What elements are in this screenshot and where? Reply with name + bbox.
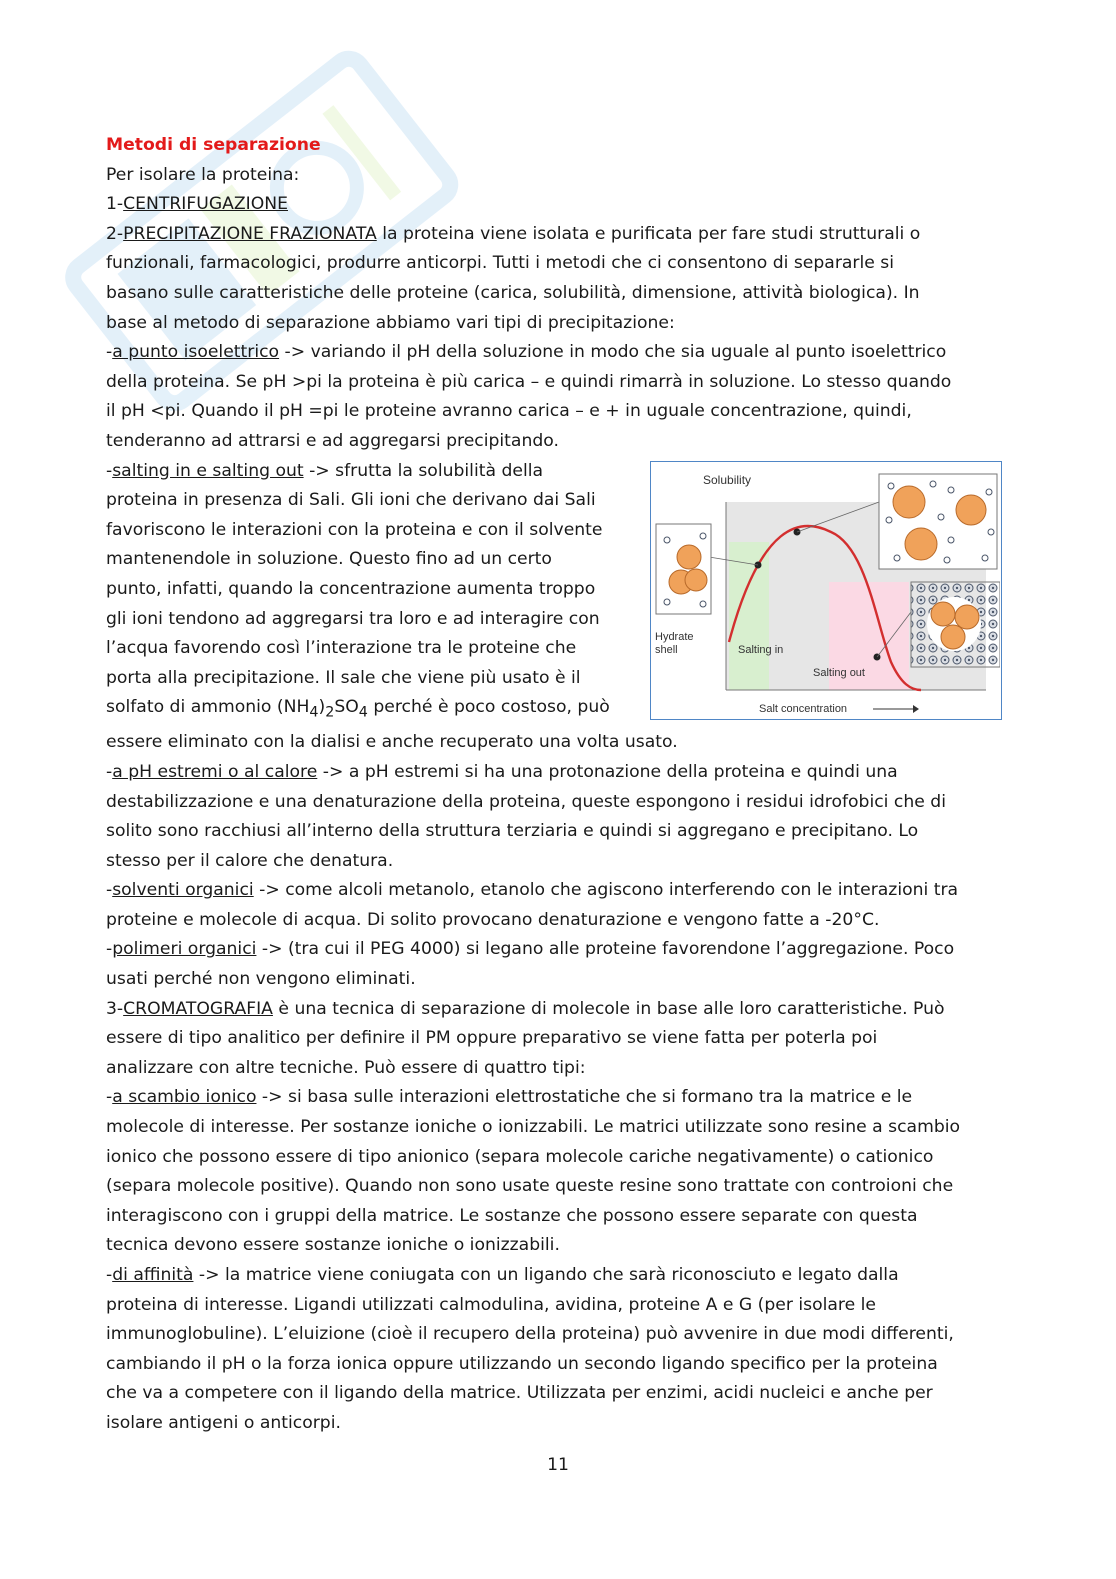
text-line: porta alla precipitazione. Il sale che viene più usato è il: [106, 667, 581, 688]
salting-figure: [650, 461, 1002, 720]
protein-aggregated: [927, 597, 981, 651]
text-line: (separa molecole positive). Quando non sono usate queste resine sono trattate con controioni che: [106, 1176, 954, 1197]
organic-polymers-title: polimeri organici: [112, 939, 257, 960]
text-line: proteine e molecole di acqua. Di solito provocano denaturazione e vengono fatte a -20°C.: [106, 909, 880, 930]
text-line: l’acqua favorendo così l’interazione tra le proteine che: [106, 638, 577, 659]
section-chromatography: 3-CROMATOGRAFIA è una tecnica di separazione di molecole in base alle loro caratteristiche. Può: [106, 998, 945, 1019]
text-line: basano sulle caratteristiche delle proteine (carica, solubilità, dimensione, attività biologica). In: [106, 282, 920, 303]
text-line: il pH <pi. Quando il pH =pi le proteine avranno carica – e + in uguale concentrazione, quindi,: [106, 401, 912, 422]
text-line: funzionali, farmacologici, produrre anticorpi. Tutti i metodi che ci consentono di separarle si: [106, 253, 895, 274]
text-line: destabilizzazione e una denaturazione della proteina, queste espongono i residui idrofobici che di: [106, 791, 946, 812]
organic-solvents-title: solventi organici: [112, 880, 254, 901]
x-axis-arrow-head: [913, 705, 919, 713]
hydrate-label-line1: Hydrate: [655, 631, 694, 643]
text-line-formula: solfato di ammonio $(NH_4)_2SO_4$ perché è poco costoso, può: [106, 697, 610, 721]
text-line: interagiscono con i gruppi della matrice. Le sostanze che possono essere separate con questa: [106, 1205, 918, 1226]
item-ion-exchange: -a scambio ionico -> si basa sulle interazioni elettrostatiche che si formano tra la matrice e le: [106, 1087, 913, 1108]
ion-exchange-title: a scambio ionico: [112, 1087, 257, 1108]
salting-in-label: Salting in: [738, 644, 784, 656]
item-organic-polymers: -polimeri organici -> (tra cui il PEG 4000) si legano alle proteine favorendone l’aggregazione. Poco: [106, 939, 955, 960]
text-line: gli ioni tendono ad aggregarsi tra loro e ad interagire con: [106, 608, 600, 629]
x-axis-label: Salt concentration: [759, 703, 848, 715]
affinity-title: di affinità: [112, 1265, 194, 1285]
salting-in-band: [729, 542, 769, 690]
intro-line: Per isolare la proteina:: [106, 164, 300, 185]
text-line: stesso per il calore che denatura.: [106, 850, 394, 871]
item-organic-solvents: -solventi organici -> come alcoli metanolo, etanolo che agiscono interferendo con le interazioni tra: [106, 880, 959, 901]
item-salting: -salting in e salting out -> sfrutta la solubilità della: [106, 460, 544, 481]
text-line: che va a competere con il ligando della matrice. Utilizzata per enzimi, acidi nucleici e anche per: [106, 1383, 933, 1404]
text-line: essere di tipo analitico per definire il PM oppure preparativo se viene fatta per poterla poi: [106, 1028, 878, 1049]
precipitation-title: PRECIPITAZIONE FRAZIONATA: [123, 223, 377, 244]
text-line: cambiando il pH o la forza ionica oppure utilizzando un secondo ligando specifico per la proteina: [106, 1353, 938, 1374]
text-line: solito sono racchiusi all’interno della struttura terziaria e quindi si aggregano e precipitano. Lo: [106, 821, 919, 842]
text-line: proteina in presenza di Sali. Gli ioni che derivano dai Sali: [106, 490, 596, 511]
item-affinity: -di affinità -> la matrice viene coniugata con un ligando che sarà riconosciuto e legato dalla: [106, 1265, 899, 1285]
y-axis-label: Solubility: [703, 473, 752, 487]
solubility-diagram: [651, 462, 1000, 718]
text-line: isolare antigeni o anticorpi.: [106, 1412, 341, 1433]
text-line: immunoglobuline). L’eluizione (cioè il recupero della proteina) può avvenire in due modi differenti,: [106, 1324, 954, 1345]
text-line: favoriscono le interazioni con la proteina e con il solvente: [106, 519, 603, 540]
text-line: ionico che possono essere di tipo anionico (separa molecole cariche negativamente) o cationico: [106, 1146, 934, 1167]
extreme-ph-title: a pH estremi o al calore: [112, 761, 318, 782]
salting-title: salting in e salting out: [112, 460, 304, 481]
isoelectric-title: a punto isoelettrico: [112, 342, 280, 363]
salting-out-label: Salting out: [813, 667, 865, 679]
text-line: tecnica devono essere sostanze ioniche o ionizzabili.: [106, 1235, 560, 1256]
text-line: molecole di interesse. Per sostanze ioniche o ionizzabili. Le matrici utilizzate sono resine a scambio: [106, 1117, 961, 1138]
text-line: analizzare con altre tecniche. Può essere di quattro tipi:: [106, 1057, 586, 1078]
text-line: usati perché non vengono eliminati.: [106, 969, 416, 990]
text-line: della proteina. Se pH >pi la proteina è più carica – e quindi rimarrà in soluzione. Lo stesso quando: [106, 371, 952, 392]
text-line: base al metodo di separazione abbiamo vari tipi di precipitazione:: [106, 312, 675, 333]
page-number: 11: [547, 1455, 569, 1475]
section-centrifugation: 1-CENTRIFUGAZIONE: [106, 194, 288, 215]
section-heading: Metodi di separazione: [106, 135, 321, 155]
centrifugation-title: CENTRIFUGAZIONE: [123, 194, 288, 215]
document-body: [106, 131, 1006, 1439]
text-line: punto, infatti, quando la concentrazione aumenta troppo: [106, 578, 596, 599]
item-isoelectric: -a punto isoelettrico -> variando il pH della soluzione in modo che sia uguale al punto isoelettrico: [106, 342, 947, 363]
text-line: essere eliminato con la dialisi e anche recuperato una volta usato.: [106, 732, 678, 753]
item-extreme-ph: -a pH estremi o al calore -> a pH estremi si ha una protonazione della proteina e quindi una: [106, 761, 898, 782]
section-precipitation: 2-PRECIPITAZIONE FRAZIONATA la proteina viene isolata e purificata per fare studi strutturali o: [106, 223, 921, 244]
text-line: proteina di interesse. Ligandi utilizzati calmodulina, avidina, proteine A e G (per isolare le: [106, 1294, 877, 1315]
hydrate-label-line2: shell: [655, 644, 678, 656]
chromatography-title: CROMATOGRAFIA: [123, 998, 273, 1019]
text-line: tenderanno ad attrarsi e ad aggregarsi precipitando.: [106, 430, 559, 451]
text-line: mantenendole in soluzione. Questo fino ad un certo: [106, 549, 552, 570]
